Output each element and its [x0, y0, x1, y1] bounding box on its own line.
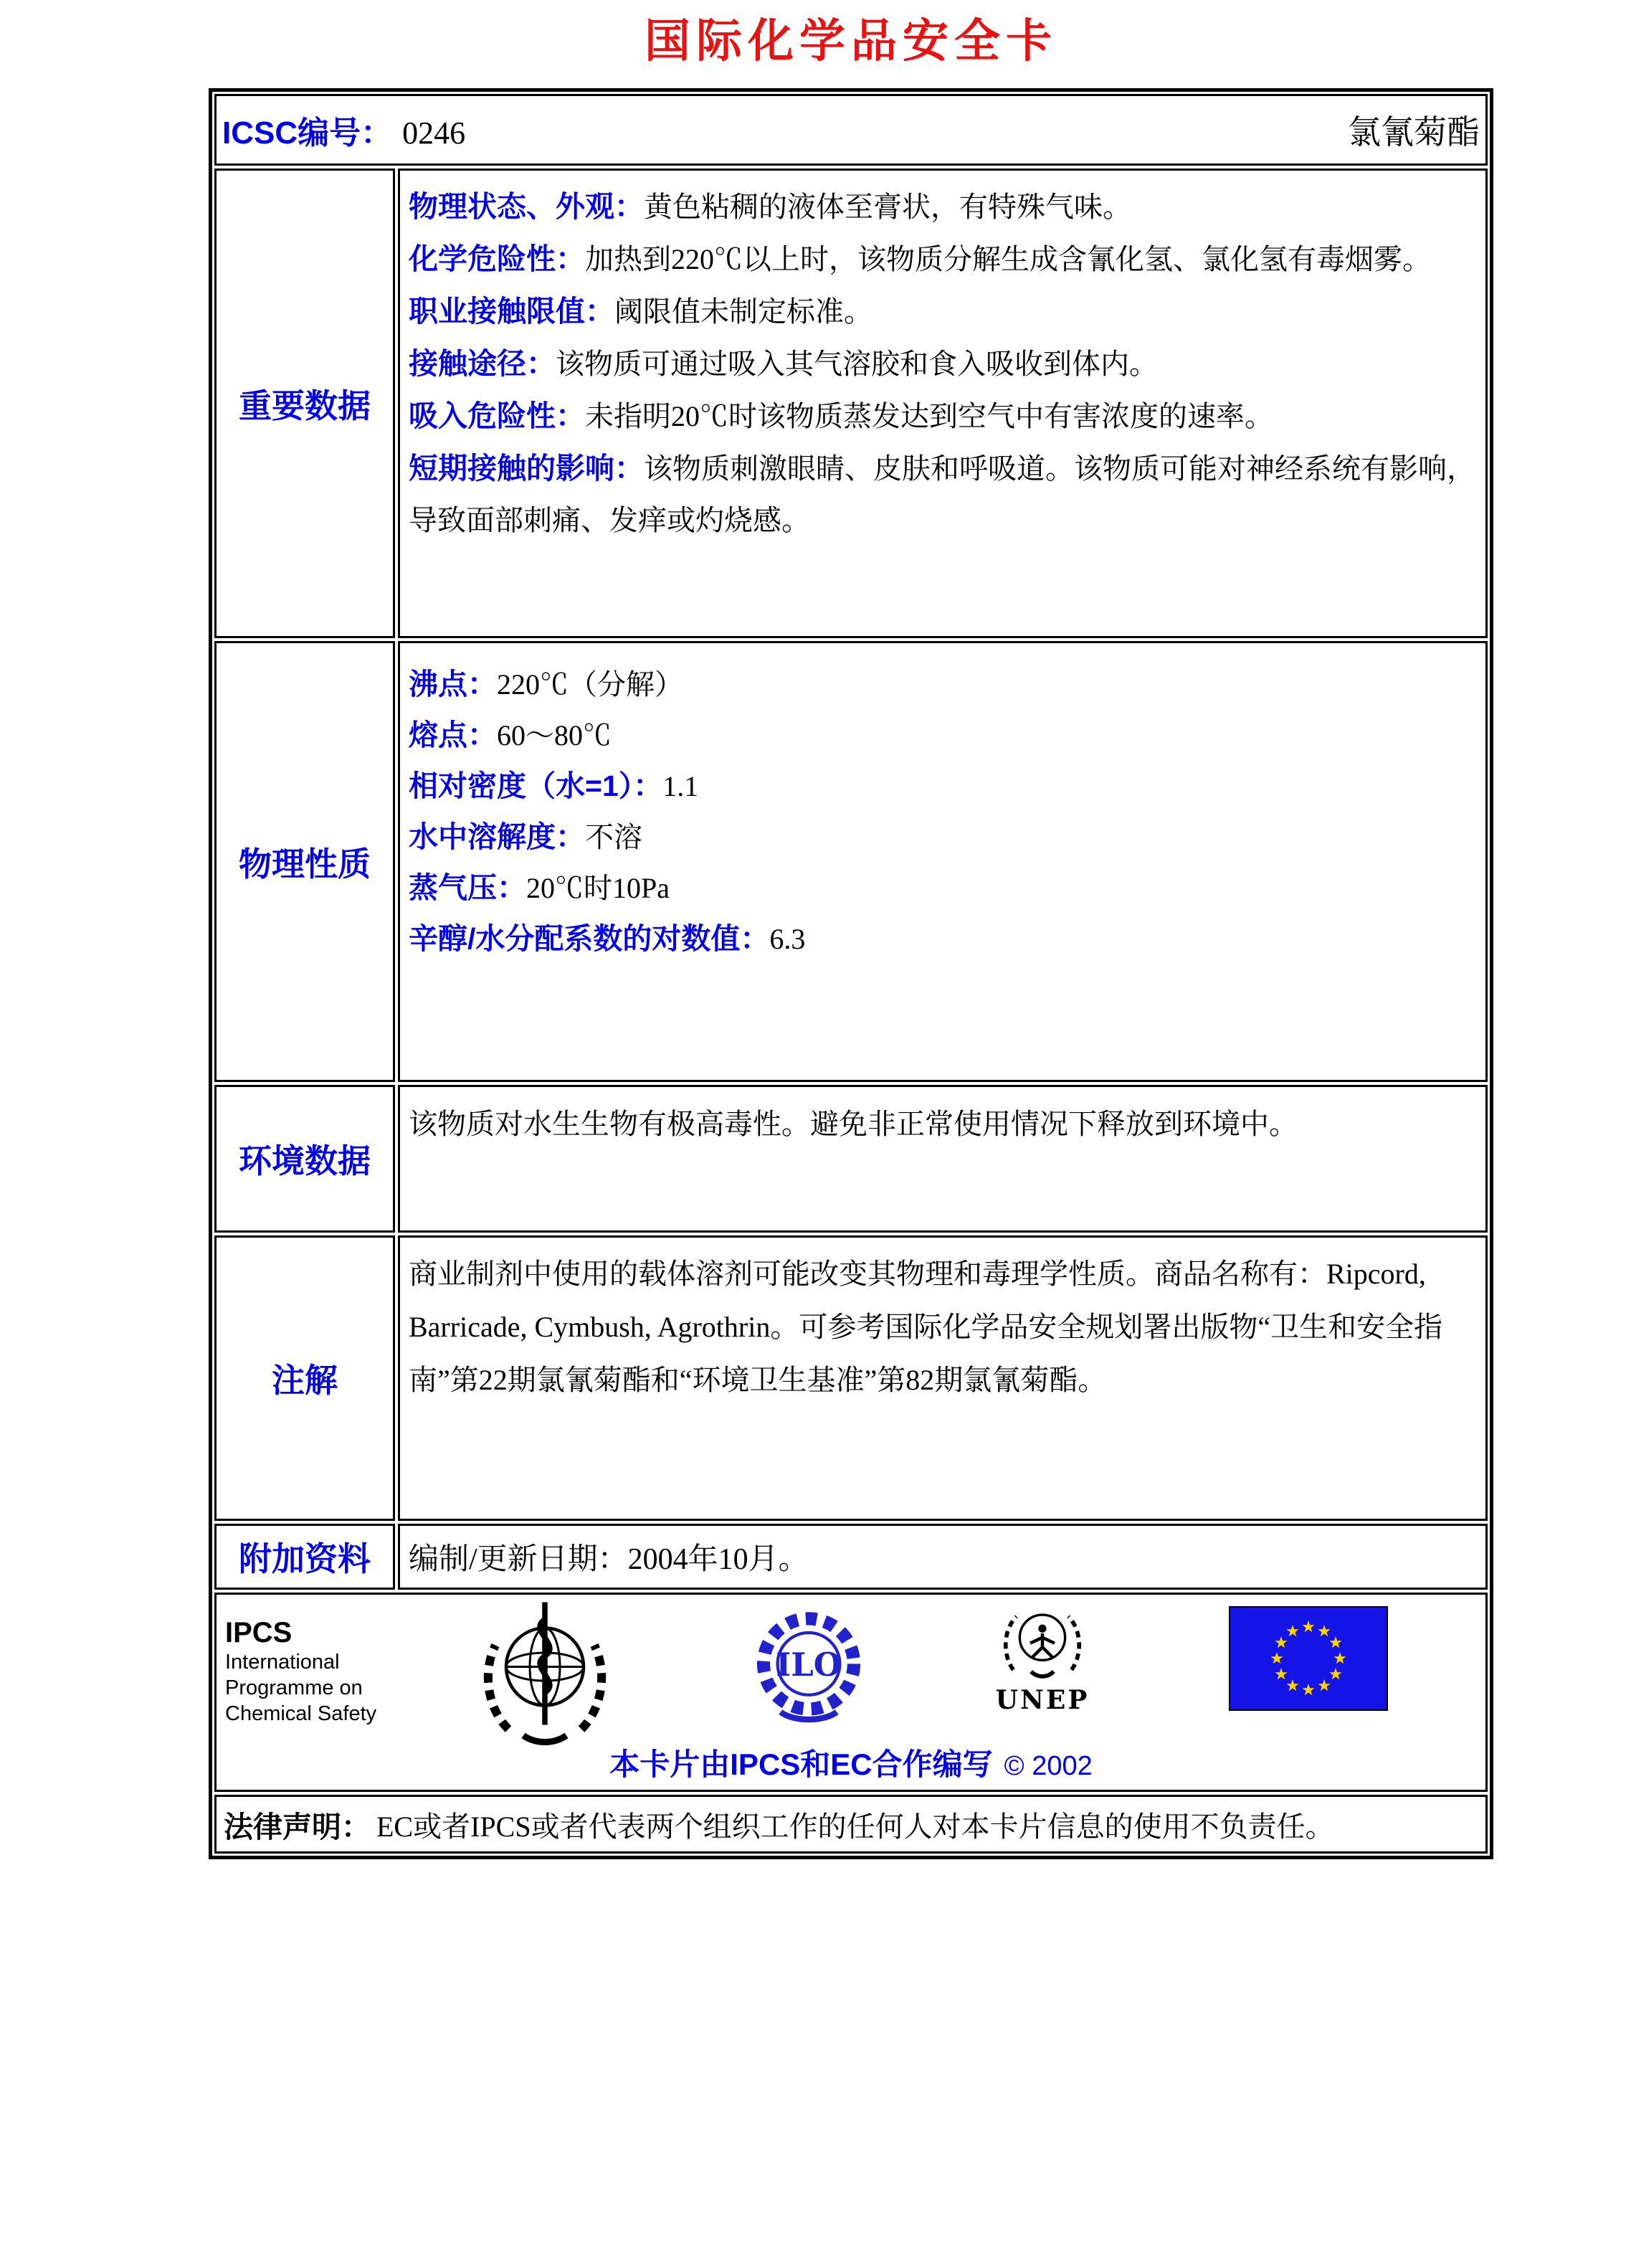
property-label: 短期接触的影响： — [409, 452, 644, 485]
header-row — [214, 94, 1488, 166]
important-data-label-cell — [214, 169, 395, 638]
ilo-letters: ILO — [776, 1646, 842, 1684]
property-line — [409, 863, 1475, 914]
property-line — [409, 812, 1475, 863]
credit-line — [217, 1741, 1485, 1784]
logos-cell — [214, 1593, 1488, 1792]
notes-label-cell — [214, 1235, 395, 1521]
property-line — [409, 442, 1475, 546]
icsc-card — [209, 88, 1493, 1859]
chemical-name: 氯氰菊酯 — [1348, 114, 1480, 151]
property-value: 未指明20℃时该物质蒸发达到空气中有害浓度的速率。 — [585, 400, 1273, 432]
additional-info-label-cell — [214, 1524, 395, 1590]
section-label-important-data: 重要数据 — [239, 386, 371, 424]
ipcs-block — [225, 1616, 376, 1727]
ilo-logo-icon — [748, 1608, 869, 1728]
property-line — [409, 181, 1475, 233]
unep-label: UNEP — [995, 1685, 1090, 1715]
property-value: 20℃时10Pa — [526, 872, 670, 904]
important-data-content — [398, 169, 1488, 638]
property-value: 220℃（分解） — [497, 668, 683, 701]
environmental-data-label-cell — [214, 1085, 395, 1233]
notes-row — [214, 1235, 1488, 1521]
property-label: 化学危险性： — [409, 242, 585, 275]
physical-properties-row — [214, 641, 1488, 1082]
important-data-row — [214, 169, 1488, 638]
property-label: 吸入危险性： — [409, 399, 585, 432]
property-value: 该物质刺激眼睛、皮肤和呼吸道。该物质可能对神经系统有影响，导致面部刺痛、发痒或灼烧感。 — [409, 452, 1475, 536]
notes-content: 商业制剂中使用的载体溶剂可能改变其物理和毒理学性质。商品名称有：Ripcord, Barricade, Cymbush, Agrothrin。可参考国际化学品安全规划署出版物“卫生和安全指南”第22期氯氰菊酯和“环境卫生基准”第82期氯氰菊酯。 — [398, 1235, 1488, 1521]
section-label-environmental-data: 环境数据 — [239, 1142, 371, 1180]
property-label: 辛醇/水分配系数的对数值： — [409, 922, 770, 955]
property-value: 6.3 — [769, 923, 806, 955]
physical-properties-label-cell — [214, 641, 395, 1082]
additional-info-row — [214, 1524, 1488, 1590]
legal-row — [214, 1795, 1488, 1854]
property-label: 接触途径： — [409, 347, 556, 380]
physical-properties-content — [398, 641, 1488, 1082]
icsc-number-group — [222, 107, 465, 153]
section-label-notes: 注解 — [272, 1362, 338, 1399]
header-cell — [214, 94, 1488, 166]
property-line — [409, 285, 1475, 338]
ipcs-title: IPCS — [225, 1617, 293, 1648]
property-line — [409, 338, 1475, 390]
page-title: 国际化学品安全卡 — [645, 14, 1057, 68]
property-label: 相对密度（水=1）： — [409, 769, 663, 802]
section-label-physical-properties: 物理性质 — [239, 845, 371, 883]
property-value: 黄色粘稠的液体至膏状，有特殊气味。 — [644, 191, 1131, 223]
environmental-data-row — [214, 1085, 1488, 1233]
legal-label: 法律声明： — [224, 1810, 371, 1844]
property-label: 职业接触限值： — [409, 295, 614, 328]
property-value: 加热到220℃以上时，该物质分解生成含氰化氢、氯化氢有毒烟雾。 — [585, 243, 1431, 275]
copyright-text: © 2002 — [1004, 1751, 1093, 1781]
property-value: 1.1 — [662, 770, 699, 802]
property-label: 熔点： — [409, 718, 497, 751]
property-value: 阈限值未制定标准。 — [614, 295, 872, 328]
ipcs-subtitle-line: Chemical Safety — [225, 1702, 377, 1725]
property-label: 沸点： — [409, 668, 497, 701]
additional-info-content: 编制/更新日期：2004年10月。 — [398, 1524, 1488, 1590]
icsc-number-label: ICSC编号： — [222, 115, 393, 151]
property-value: 60～80℃ — [497, 719, 612, 751]
property-label: 水中溶解度： — [409, 820, 585, 853]
property-line — [409, 390, 1475, 442]
property-label: 物理状态、外观： — [409, 190, 644, 223]
ipcs-subtitle-line: International — [225, 1651, 340, 1674]
logos-row — [214, 1593, 1488, 1792]
who-logo-icon — [480, 1598, 609, 1751]
property-label: 蒸气压： — [409, 871, 526, 904]
environmental-data-content: 该物质对水生生物有极高毒性。避免非正常使用情况下释放到环境中。 — [398, 1085, 1488, 1233]
property-line — [409, 233, 1475, 285]
property-line — [409, 659, 1475, 710]
section-label-additional-info: 附加资料 — [239, 1540, 371, 1577]
property-line — [409, 761, 1475, 812]
legal-cell — [214, 1795, 1488, 1854]
unep-logo-icon — [985, 1602, 1100, 1715]
property-line — [409, 914, 1475, 964]
eu-flag-icon — [1229, 1606, 1388, 1711]
property-value: 不溶 — [585, 821, 642, 853]
icsc-number-value: 0246 — [402, 115, 466, 151]
legal-text: EC或者IPCS或者代表两个组织工作的任何人对本卡片信息的使用不负责任。 — [376, 1810, 1334, 1843]
credit-text: 本卡片由IPCS和EC合作编写 — [609, 1747, 993, 1781]
property-line — [409, 710, 1475, 761]
property-value: 该物质可通过吸入其气溶胶和食入吸收到体内。 — [556, 348, 1158, 380]
ipcs-subtitle-line: Programme on — [225, 1676, 363, 1699]
